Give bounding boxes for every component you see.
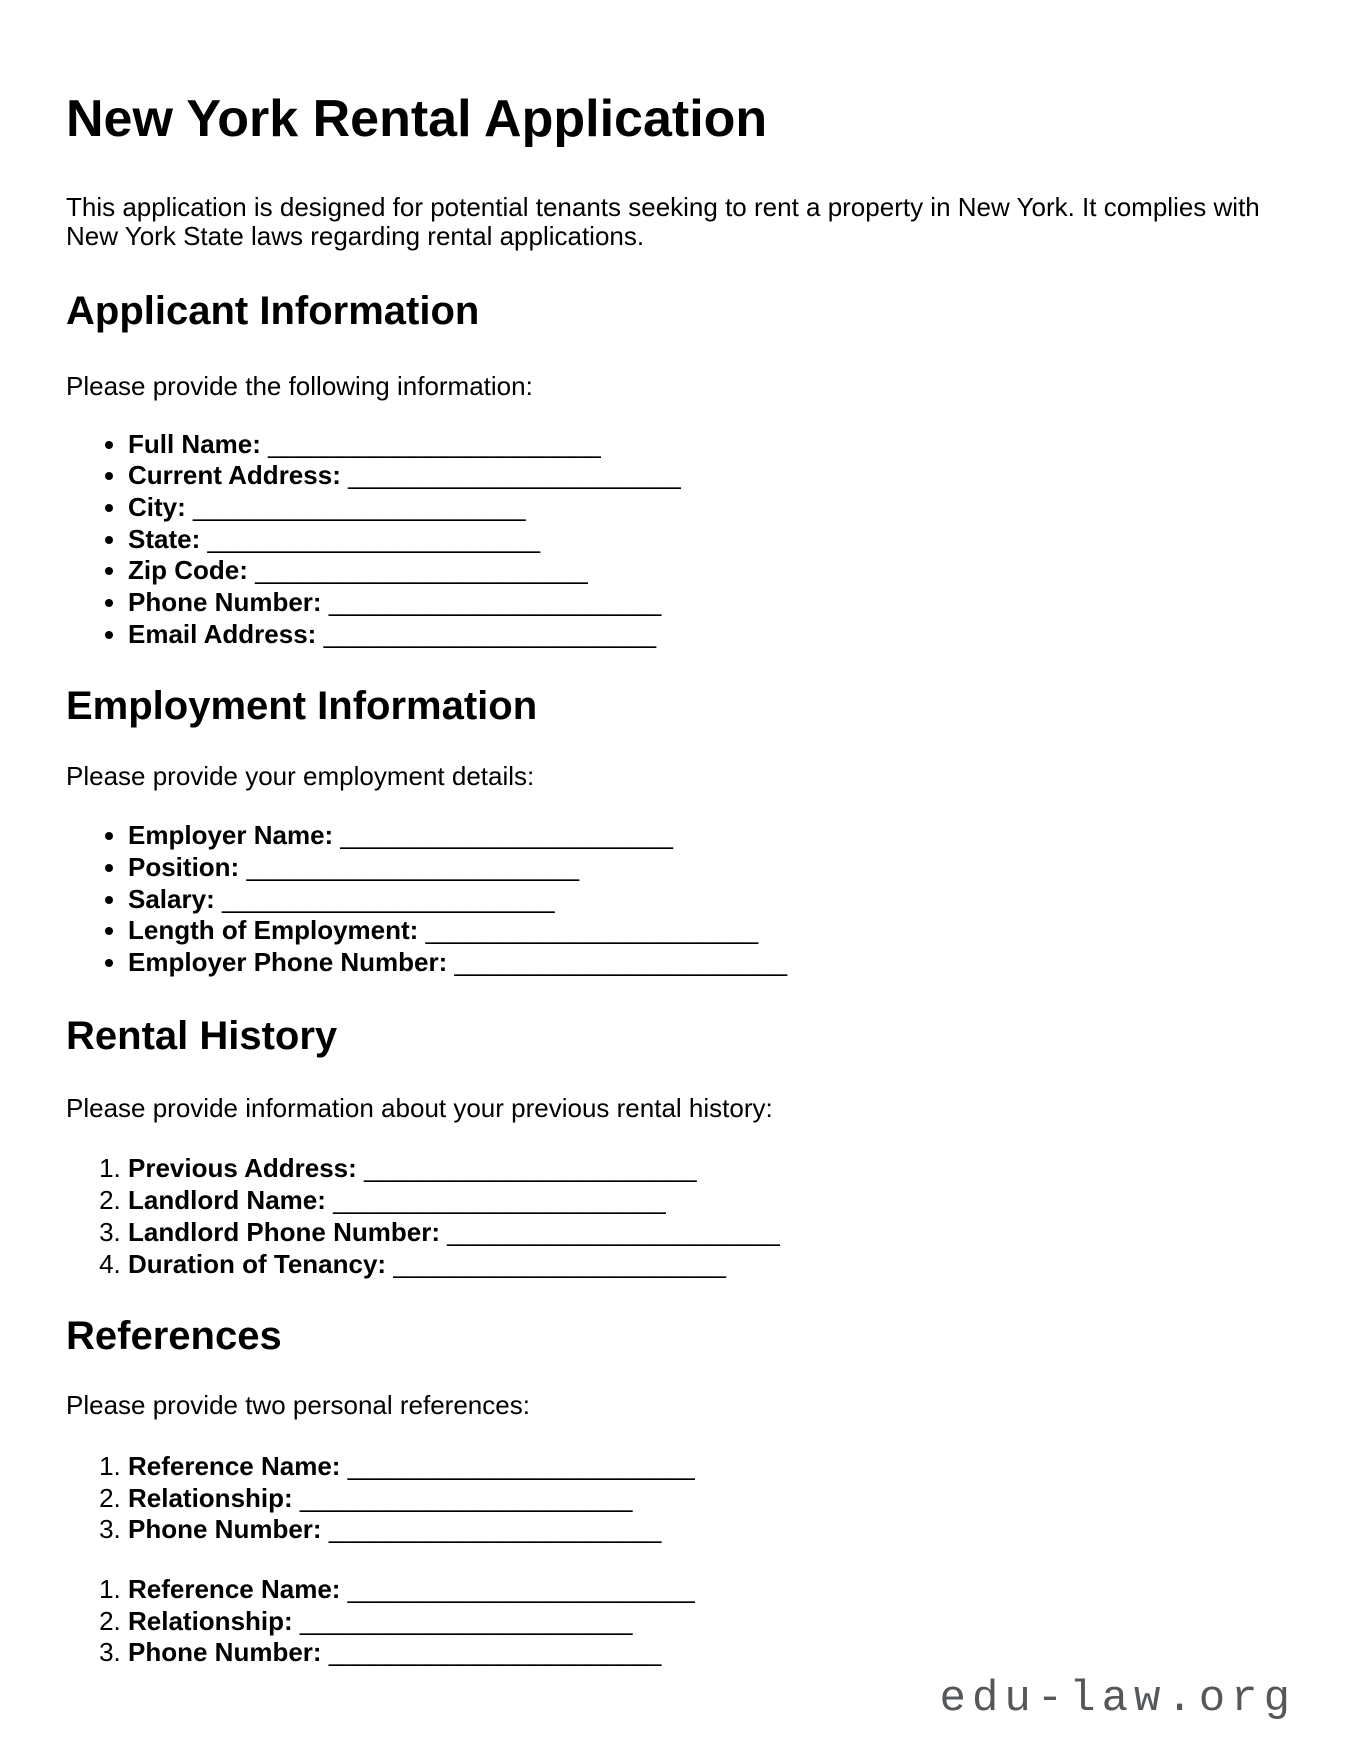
field-previous-address xyxy=(128,1153,1296,1185)
field-label: Landlord Name: xyxy=(128,1185,326,1216)
employment-information-heading: Employment Information xyxy=(66,683,538,728)
field-position xyxy=(128,852,1296,884)
field-city xyxy=(128,492,1296,524)
section-references xyxy=(66,1312,1296,1669)
field-state xyxy=(128,524,1296,556)
blank-line: _______________________ xyxy=(255,555,588,586)
applicant-field-list xyxy=(66,429,1296,651)
blank-line: _______________________ xyxy=(221,883,555,914)
intro-paragraph: This application is designed for potential tenants seeking to rent a property in New York. It complies with New York State laws regarding rental applications. xyxy=(66,191,1260,251)
field-label: Landlord Phone Number: xyxy=(128,1216,440,1247)
field-label: Reference Name: xyxy=(128,1574,341,1605)
field-label: State: xyxy=(128,523,201,554)
employment-field-list xyxy=(66,820,1296,979)
blank-line: _______________________ xyxy=(348,460,681,491)
field-employer-phone-number xyxy=(128,947,1296,979)
field-label: Employer Name: xyxy=(128,820,334,851)
section-rental-history xyxy=(66,1012,1296,1280)
blank-line: _______________________ xyxy=(323,618,657,649)
employment-lead: Please provide your employment details: xyxy=(66,760,535,791)
blank-line: _______________________ xyxy=(328,1514,662,1545)
field-label: Current Address: xyxy=(128,460,341,491)
blank-line: _______________________ xyxy=(454,947,788,978)
blank-line: _______________________ xyxy=(268,428,601,459)
field-label: Full Name: xyxy=(128,428,261,459)
field-relationship xyxy=(128,1483,1296,1515)
field-label: Length of Employment: xyxy=(128,915,419,946)
field-label: Phone Number: xyxy=(128,587,322,618)
applicant-lead: Please provide the following information: xyxy=(66,371,533,402)
blank-line: _______________________ xyxy=(393,1248,726,1279)
blank-line: ________________________ xyxy=(347,1450,695,1481)
blank-line: _______________________ xyxy=(425,915,759,946)
field-phone-number xyxy=(128,1514,1296,1546)
blank-line: _______________________ xyxy=(447,1216,780,1247)
field-label: Reference Name: xyxy=(128,1450,341,1481)
rental-history-lead: Please provide information about your previous rental history: xyxy=(66,1092,773,1123)
field-label: Relationship: xyxy=(128,1605,293,1636)
field-current-address xyxy=(128,460,1296,492)
field-length-of-employment xyxy=(128,915,1296,947)
blank-line: _______________________ xyxy=(333,1185,666,1216)
blank-line: _______________________ xyxy=(364,1153,697,1184)
reference-2-field-list xyxy=(66,1574,1296,1669)
blank-line: _______________________ xyxy=(328,587,662,618)
blank-line: _______________________ xyxy=(299,1482,633,1513)
field-label: Email Address: xyxy=(128,618,317,649)
field-reference-name xyxy=(128,1451,1296,1483)
field-full-name xyxy=(128,429,1296,461)
blank-line: _______________________ xyxy=(246,851,580,882)
page-title: New York Rental Application xyxy=(66,90,768,148)
field-label: Salary: xyxy=(128,883,215,914)
section-applicant-information xyxy=(66,287,1296,651)
blank-line: ________________________ xyxy=(347,1574,695,1605)
field-employer-name xyxy=(128,820,1296,852)
field-label: Zip Code: xyxy=(128,555,248,586)
field-label: Employer Phone Number: xyxy=(128,947,448,978)
field-phone-number xyxy=(128,587,1296,619)
field-reference-name xyxy=(128,1574,1296,1606)
references-heading: References xyxy=(66,1314,282,1359)
field-zip-code xyxy=(128,555,1296,587)
field-label: Previous Address: xyxy=(128,1153,357,1184)
rental-history-heading: Rental History xyxy=(66,1013,338,1058)
field-duration-of-tenancy xyxy=(128,1249,1296,1281)
watermark-site-name: edu-law.org xyxy=(939,1674,1296,1725)
field-label: Duration of Tenancy: xyxy=(128,1248,387,1279)
field-landlord-name xyxy=(128,1185,1296,1217)
section-employment-information xyxy=(66,682,1296,979)
blank-line: _______________________ xyxy=(207,523,541,554)
field-email-address xyxy=(128,619,1296,651)
field-relationship xyxy=(128,1606,1296,1638)
field-label: Relationship: xyxy=(128,1482,293,1513)
references-lead: Please provide two personal references: xyxy=(66,1390,530,1421)
field-label: Position: xyxy=(128,851,240,882)
blank-line: _______________________ xyxy=(299,1605,633,1636)
applicant-information-heading: Applicant Information xyxy=(66,289,480,334)
field-landlord-phone-number xyxy=(128,1217,1296,1249)
reference-1-field-list xyxy=(66,1451,1296,1546)
field-label: City: xyxy=(128,492,186,523)
field-salary xyxy=(128,884,1296,916)
field-label: Phone Number: xyxy=(128,1637,322,1668)
blank-line: _______________________ xyxy=(340,820,674,851)
rental-history-field-list xyxy=(66,1153,1296,1280)
blank-line: _______________________ xyxy=(193,492,526,523)
blank-line: _______________________ xyxy=(328,1637,662,1668)
field-phone-number xyxy=(128,1637,1296,1669)
field-label: Phone Number: xyxy=(128,1514,322,1545)
